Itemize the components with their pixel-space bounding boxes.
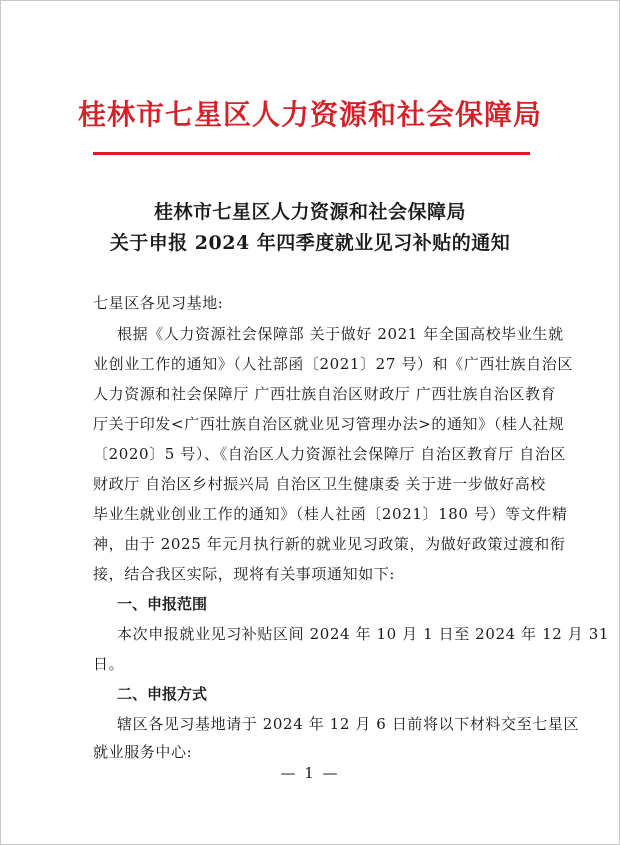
document-title-line1: 桂林市七星区人力资源和社会保障局 [153, 201, 466, 223]
page-number: — 1 — [280, 764, 340, 782]
paragraph1-line: 〔2020〕5 号）、《自治区人力资源社会保障厅 自治区教育厅 自治区 [93, 445, 567, 463]
paragraph1-line: 接，结合我区实际，现将有关事项通知如下: [93, 565, 396, 583]
section1-line: 日。 [93, 655, 125, 673]
section2-line: 辖区各见习基地请于 2024 年 12 月 6 日前将以下材料交至七星区 [117, 715, 580, 733]
header-organization: 桂林市七星区人力资源和社会保障局 [77, 98, 542, 131]
paragraph1-line: 业创业工作的通知》（人社部函〔2021〕27 号）和《广西壮族自治区 [93, 355, 573, 373]
paragraph1-line: 财政厅 自治区乡村振兴局 自治区卫生健康委 关于进一步做好高校 [93, 475, 546, 493]
header-red-rule [93, 152, 530, 155]
section2-line: 就业服务中心: [93, 743, 193, 761]
document-title-line2: 关于申报 2024 年四季度就业见习补贴的通知 [109, 232, 511, 254]
paragraph1-line: 根据《人力资源社会保障部 关于做好 2021 年全国高校毕业生就 [117, 325, 564, 343]
section1-heading: 一、申报范围 [117, 595, 208, 613]
section2-heading: 二、申报方式 [117, 685, 208, 703]
salutation: 七星区各见习基地: [93, 294, 224, 312]
paragraph1-line: 毕业生就业创业工作的通知》（桂人社函〔2021〕180 号）等文件精 [93, 505, 568, 523]
paragraph1-line: 厅关于印发<广西壮族自治区就业见习管理办法>的通知》（桂人社规 [93, 415, 565, 433]
paragraph1-line: 人力资源和社会保障厅 广西壮族自治区财政厅 广西壮族自治区教育 [93, 385, 557, 403]
section1-line: 本次申报就业见习补贴区间 2024 年 10 月 1 日至 2024 年 12 月 31 [117, 625, 610, 643]
paragraph1-line: 神，由于 2025 年元月执行新的就业见习政策，为做好政策过渡和衔 [93, 535, 566, 553]
